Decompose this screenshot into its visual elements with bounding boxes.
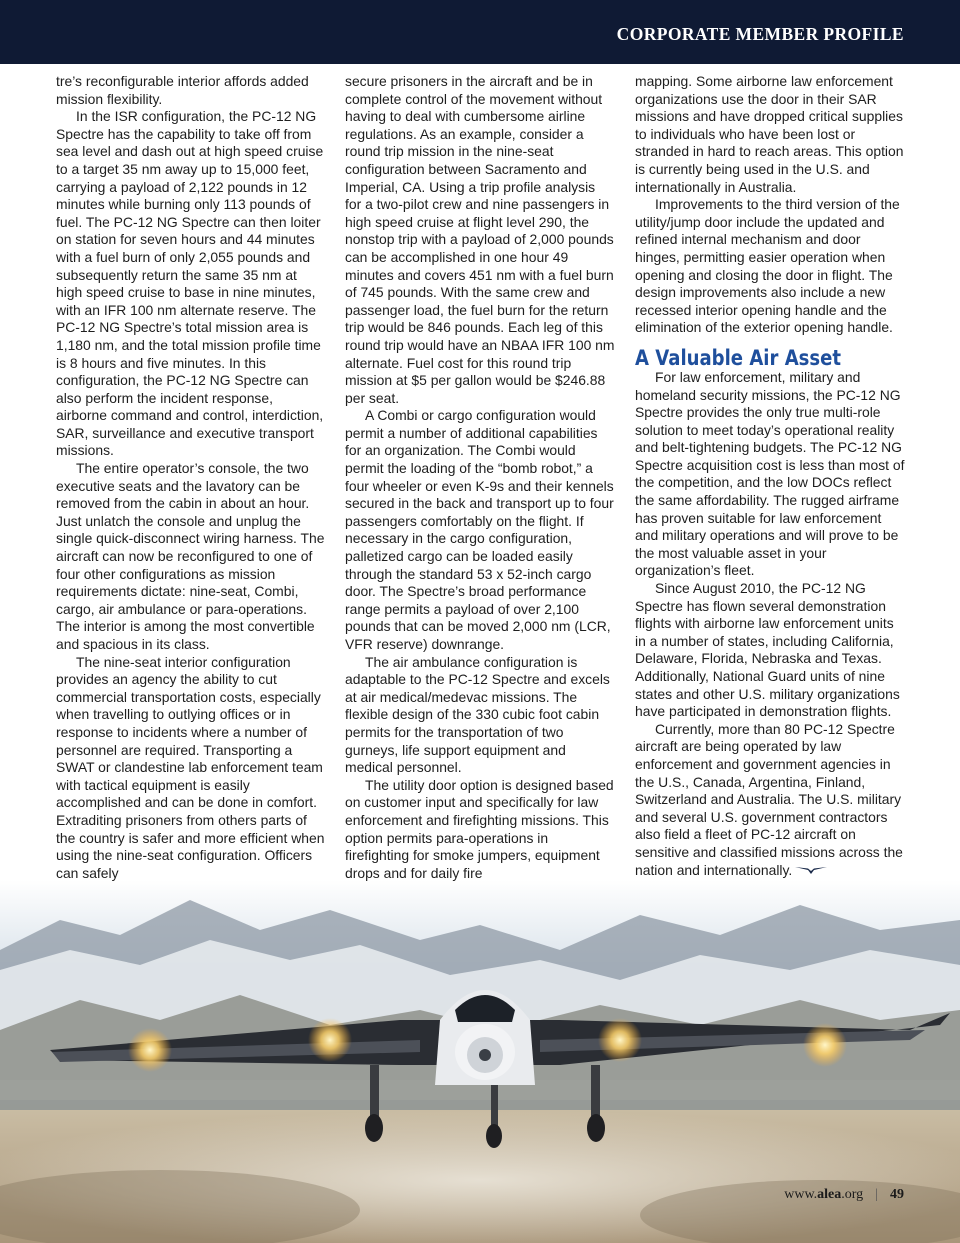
page-header — [0, 0, 960, 64]
footer-separator: | — [875, 1187, 878, 1202]
section-subheading: A Valuable Air Asset — [635, 345, 842, 370]
paragraph-text: Currently, more than 80 PC-12 Spectre aircraft are being operated by law enforcement and government agencies in the U.S., Canada, Argentina, Finland, Switzerland and Australia. The U.S. military and several U.S. government contractors also field a fleet of PC-12 aircraft on sensitive and classified missions across the nation and internationally. — [635, 720, 903, 878]
paragraph: Since August 2010, the PC-12 NG Spectre has flown several demonstration flights with airborne law enforcement units in a number of states, including California, Delaware, Florida, Nebraska and Texas. Additionally, National Guard units of nine states and other U.S. military organizations have participated in demonstration flights. — [635, 580, 900, 720]
page-footer — [784, 1187, 904, 1203]
paragraph: The entire operator’s console, the two executive seats and the lavatory can be removed from the cabin in about an hour. Just unlatch the console and unplug the single quick-disconnect wiring harness. The aircraft can now be reconfigured to one of four other configurations as mission requirements dictate: nine-seat, Combi, cargo, air ambulance or para-operations. The interior is among the most convertible and spacious in its class. — [56, 460, 325, 652]
paragraph: In the ISR configuration, the PC-12 NG Spectre has the capability to take off from sea level and dash out at high speed cruise to a target 35 nm away up to 15,000 feet, carrying a payload of 2,122 pounds in 12 minutes while burning only 113 pounds of fuel. The PC-12 NG Spectre can then loiter on station for seven hours and 44 minutes with a fuel burn of only 2,055 pounds and subsequently return the same 35 nm at high speed cruise to base in nine minutes, with an IFR 100 nm alternate reserve. The PC-12 NG Spectre’s total mission area is 1,180 nm, and the total mission profile time is 8 hours and five minutes. In this configuration, the PC-12 NG Spectre can also perform the incident response, airborne command and control, interdiction, SAR, surveillance and executive transport missions. — [56, 108, 324, 459]
paragraph: The air ambulance configuration is adaptable to the PC-12 Spectre and excels at air medical/medevac missions. The flexible design of the 330 cubic foot cabin permits for the transportation of two gurneys, life support equipment and medical personnel. — [345, 653, 610, 776]
wings-end-mark-icon — [795, 866, 827, 875]
paragraph: mapping. Some airborne law enforcement organizations use the door in their SAR missions and have dropped critical supplies to individuals who have been lost or stranded in hard to reach areas. This option is currently being used in the U.S. and internationally in Australia. — [635, 73, 904, 195]
column-2 — [345, 73, 615, 882]
paragraph: For law enforcement, military and homeland security missions, the PC-12 NG Spectre provides the only true multi-role solution to meet today’s operational reality and belt-tightening budgets. The PC-12 NG Spectre acquisition cost is less than most of the competition, and the low DOCs reflect the same affordability. The rugged airframe has proven suitable for law enforcement and military operations and will prove to be the most valuable asset in your organization’s fleet. — [635, 368, 905, 579]
page-number: 49 — [890, 1187, 904, 1202]
paragraph: The nine-seat interior configuration provides an agency the ability to cut commercial transportation costs, especially when travelling to outlying offices or in response to incidents where a number of personnel are required. Transporting a SWAT or clandestine lab enforcement team with tactical equipment is easily accomplished and can be done in comfort. Extraditing prisoners from others parts of the country is safer and more efficient when using the nine-seat configuration. Officers can safely — [56, 653, 325, 881]
website-link[interactable]: www.alea.org — [784, 1187, 864, 1202]
paragraph: tre’s reconfigurable interior affords added mission flexibility. — [56, 73, 309, 107]
paragraph: The utility door option is designed based on customer input and specifically for law enforcement and firefighting missions. This option permits para-operations in firefighting for smoke jumpers, equipment drops and for daily fire — [345, 776, 614, 881]
paragraph: A Combi or cargo configuration would permit a number of additional capabilities for an organization. The Combi would permit the loading of the “bomb robot,” a four wheeler or even K-9s and their kennels secured in the back and transport up to four passengers comfortably on the flight. If necessary in the cargo configuration, palletized cargo can be loaded easily through the standard 53 x 52-inch cargo door. The Spectre’s broad performance range permits a payload of over 2,100 pounds that can be moved 2,000 nm (LCR, VFR reserve) downrange. — [345, 407, 614, 652]
column-3 — [635, 73, 907, 879]
paragraph-final — [635, 721, 907, 879]
paragraph: Improvements to the third version of the utility/jump door include the updated and refined internal mechanism and door hinges, permitting easier operation when opening and closing the door in flight. The design improvements also include a new recessed interior opening handle and the elimination of the exterior opening handle. — [635, 196, 900, 336]
column-1 — [56, 73, 326, 882]
paragraph: secure prisoners in the aircraft and be in complete control of the movement without having to deal with cumbersome airline regulations. As an example, consider a round trip mission in the nine-seat configuration between Sacramento and Imperial, CA. Using a trip profile analysis for a two-pilot crew and nine passengers in high speed cruise at flight level 290, the nonstop trip with a payload of 2,000 pounds can be accomplished in one hour 49 minutes and covers 451 nm with a fuel burn of 745 pounds. With the same crew and passenger load, the fuel burn for the return trip would be 846 pounds. Each leg of this round trip would have an NBAA IFR 100 nm alternate. Fuel cost for this round trip mission at $5 per gallon would be $246.88 per seat. — [345, 73, 615, 406]
section-label: CORPORATE MEMBER PROFILE — [616, 24, 904, 44]
